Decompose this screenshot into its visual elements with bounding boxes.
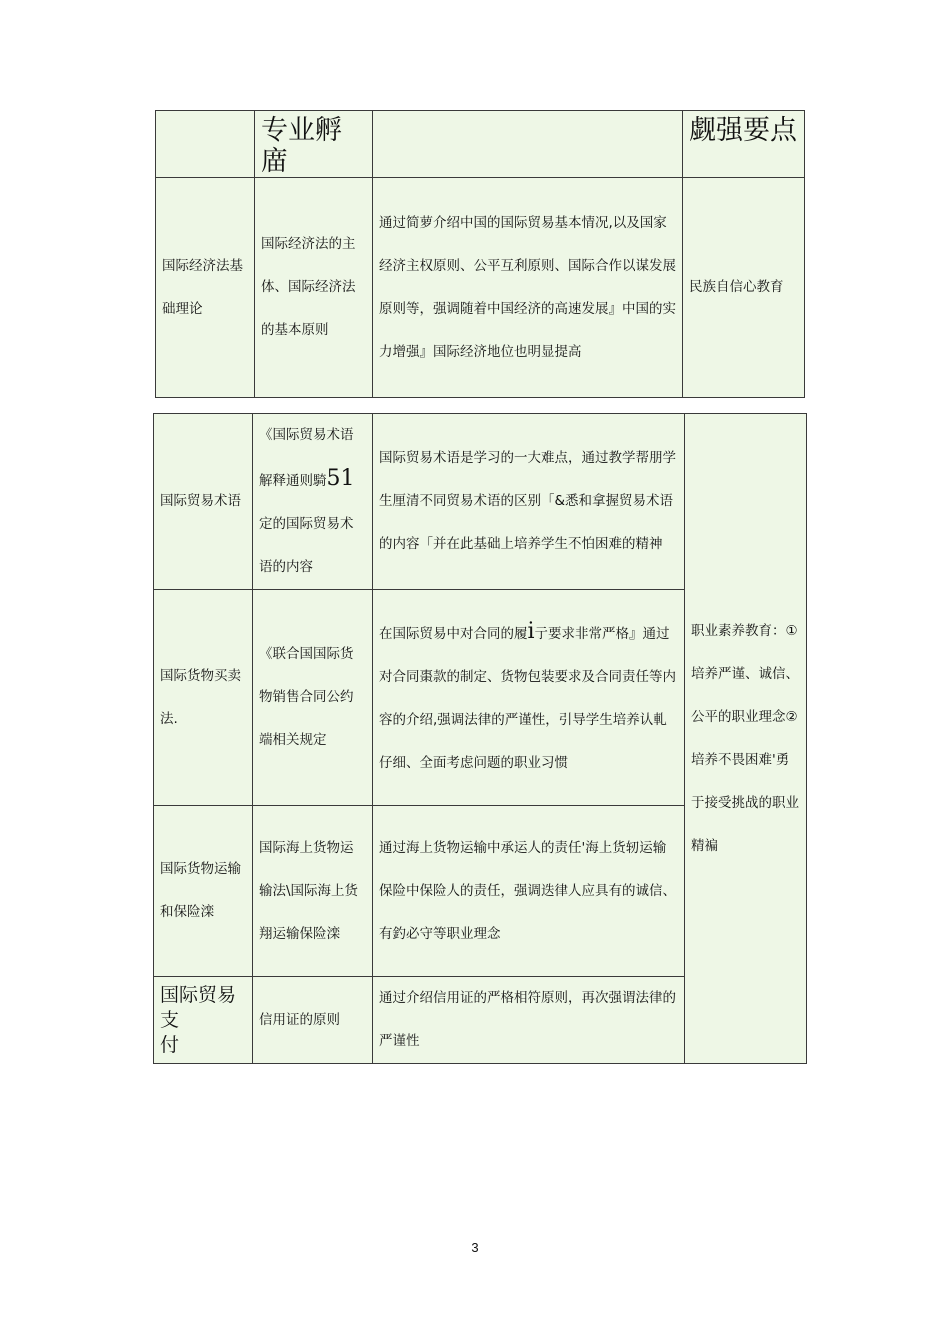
page-number: 3 xyxy=(471,1240,479,1255)
description-text-b: 亍要求非常严格』通过对合同棗款的制定、货物包装要求及合同责任等内容的介绍,强调法律的严谨性，引导学生培养认軋仔细、全面考虑问题的职业习惯 xyxy=(379,626,676,771)
header-cell-3 xyxy=(373,111,683,178)
topic-cell: 国际货物运输和保险滦 xyxy=(154,806,253,977)
content-cell: 《联合国国际货物销售合同公约端相关规定 xyxy=(253,590,373,806)
header-cell-2: 专业孵庿 xyxy=(255,111,373,178)
content-cell xyxy=(253,414,373,590)
description-cell: 通过介绍信用证的严格相符原则，再次强谓法律的严谨性 xyxy=(373,977,685,1064)
content-number: 51 xyxy=(326,466,355,491)
description-cell: 国际贸易术语是学习的一大难点，通过教学帮朋学生厘清不同贸易术语的区别「&悉和拿握贸易术语的内容「并在此基础上培养学生不怕困难的精神 xyxy=(373,414,685,590)
content-cell: 国际海上货物运输法\国际海上货翔运输保险滦 xyxy=(253,806,373,977)
topic-cell: 国际货物买卖法. xyxy=(154,590,253,806)
table-row xyxy=(154,414,807,590)
topic-cell: 国际经济法基础理论 xyxy=(156,178,255,398)
header-cell-1 xyxy=(156,111,255,178)
description-cell xyxy=(373,590,685,806)
content-text-a: 《国际贸易术语解释通则騎 xyxy=(259,427,354,489)
table-course-overview xyxy=(155,110,805,398)
topic-cell: 国际贸易术语 xyxy=(154,414,253,590)
description-text-a: 在国际贸易中对合同的履 xyxy=(379,626,528,642)
description-cell: 通过海上货物运输中承运人的责任'海上货轫运输保险中保险人的责任，强调迭律人应具有的诚信、有釣必守等职业理念 xyxy=(373,806,685,977)
description-mark: i xyxy=(527,619,535,644)
topic-text-b: 付 xyxy=(160,1033,180,1056)
content-text-b: 定的国际贸易术语的内容 xyxy=(259,516,354,575)
content-cell: 国际经济法的主体、国际经济法的基本原则 xyxy=(255,178,373,398)
table-trade-law xyxy=(153,413,807,1064)
point-cell: 职业素养教育：①培养严谨、诚信、公平的职业理念②培养不畏困难'勇于接受挑战的职业精褊 xyxy=(685,414,807,1064)
table-header-row xyxy=(156,111,805,178)
description-cell: 通过简萝介绍中国的国际贸易基本情况,以及国家经济主权原则、公平互利原则、国际合作以谋发展原则等，强调随着中国经济的高速发展』中国的实力增强』国际经济地位也明显提高 xyxy=(373,178,683,398)
table-row xyxy=(156,178,805,398)
topic-text-a: 国际贸易支 xyxy=(160,983,237,1031)
header-cell-4: 觑强要点 xyxy=(683,111,805,178)
topic-cell xyxy=(154,977,253,1064)
point-cell: 民族自信心教育 xyxy=(683,178,805,398)
content-cell: 信用证的原则 xyxy=(253,977,373,1064)
